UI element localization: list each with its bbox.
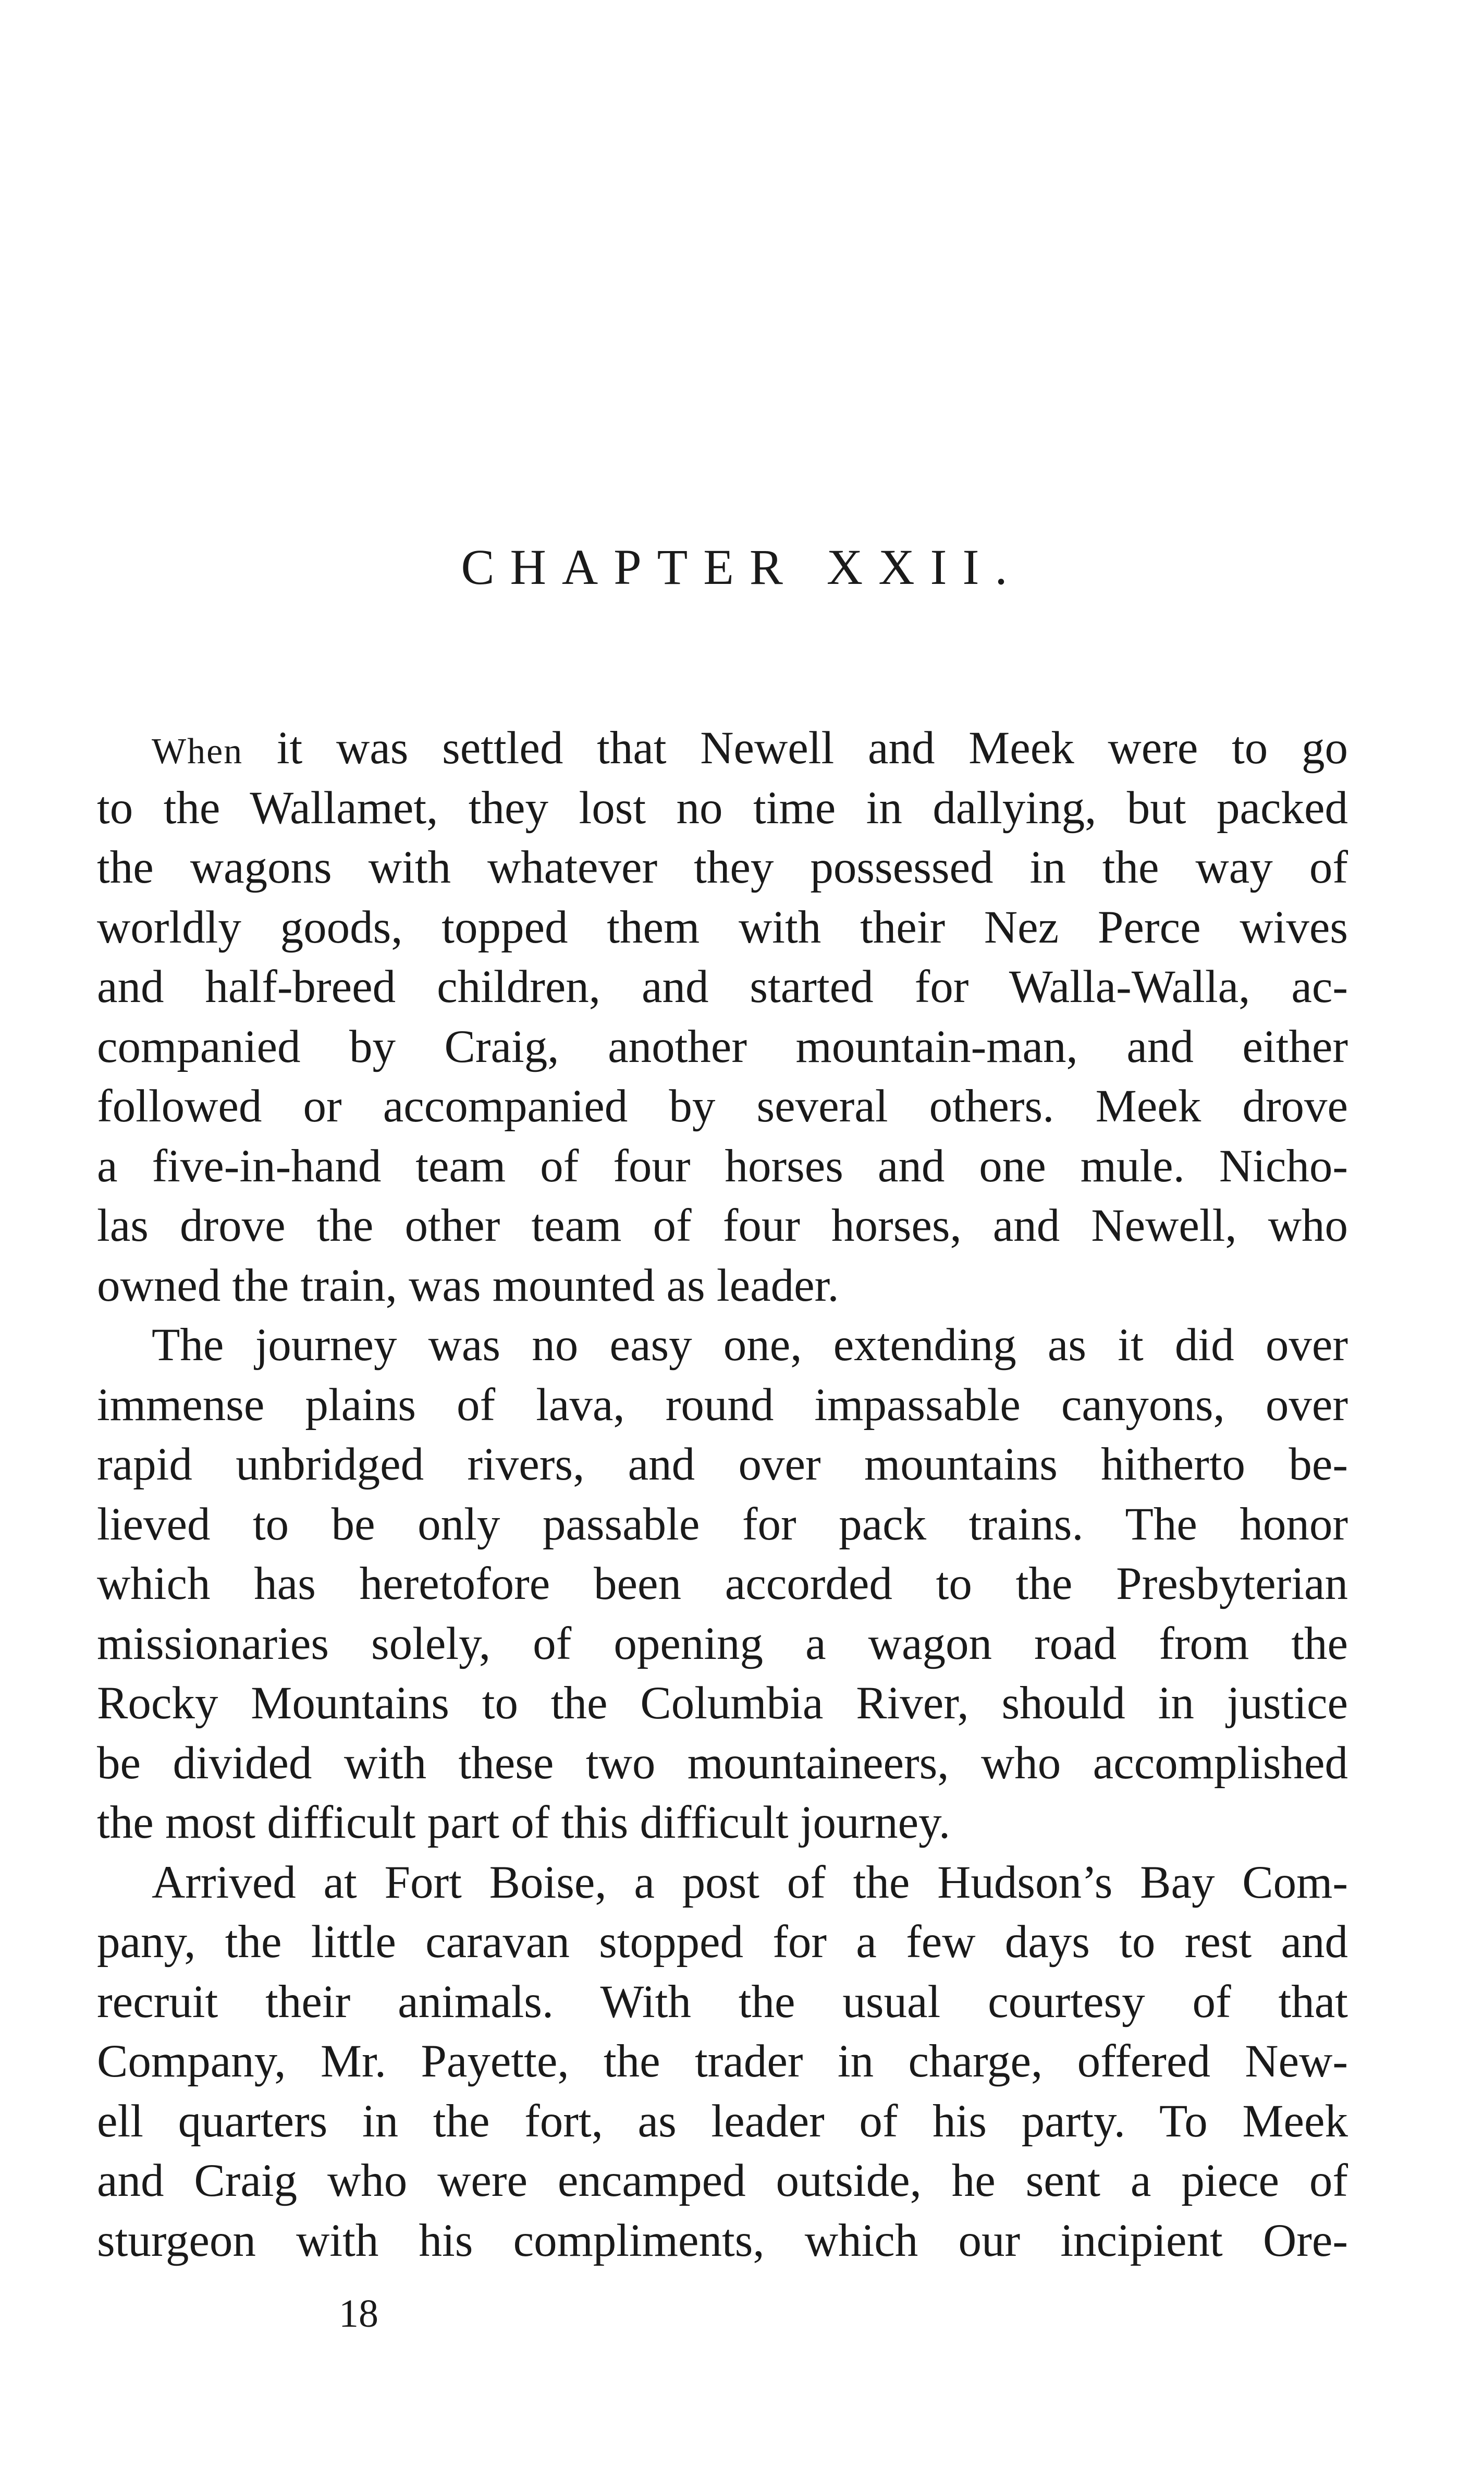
chapter-heading: CHAPTER XXII. — [461, 539, 1023, 595]
paragraph-line: missionaries solely, of opening a wagon road from the — [97, 1618, 1348, 1669]
paragraph-line: and Craig who were encamped outside, he sent a piece of — [97, 2155, 1348, 2206]
signature-mark: 18 — [339, 2292, 378, 2336]
paragraph-2 — [97, 1315, 1348, 1853]
body-text — [97, 718, 1348, 2270]
paragraph-line: recruit their animals. With the usual courtesy of that — [97, 1976, 1348, 2027]
paragraph-line: companied by Craig, another mountain-man, and either — [97, 1021, 1348, 1072]
paragraph-line: the most difficult part of this difficult journey. — [97, 1797, 951, 1848]
paragraph-line: Company, Mr. Payette, the trader in charge, offered New- — [97, 2036, 1348, 2087]
paragraph-line: The journey was no easy one, extending as it did over — [152, 1319, 1348, 1371]
paragraph-line: to the Wallamet, they lost no time in dallying, but packed — [97, 782, 1348, 834]
opening-smallcaps: When — [152, 731, 243, 772]
paragraph-line: owned the train, was mounted as leader. — [97, 1260, 839, 1311]
paragraph-3 — [97, 1853, 1348, 2271]
paragraph-1 — [97, 718, 1348, 1315]
paragraph-line: ell quarters in the fort, as leader of his party. To Meek — [97, 2095, 1348, 2147]
paragraph-line: a five-in-hand team of four horses and one mule. Nicho- — [97, 1140, 1348, 1192]
paragraph-line: immense plains of lava, round impassable canyons, over — [97, 1379, 1348, 1431]
paragraph-line — [97, 718, 1348, 778]
paragraph-line: sturgeon with his compliments, which our incipient Ore- — [97, 2215, 1348, 2266]
line-text: it was settled that Newell and Meek were to go — [243, 723, 1348, 774]
paragraph-line: the wagons with whatever they possessed in the way of — [97, 842, 1348, 893]
paragraph-line: rapid unbridged rivers, and over mountains hitherto be- — [97, 1439, 1348, 1490]
paragraph-line: Arrived at Fort Boise, a post of the Hudson’s Bay Com- — [152, 1856, 1348, 1908]
paragraph-line: worldly goods, topped them with their Nez Perce wives — [97, 901, 1348, 953]
paragraph-line: pany, the little caravan stopped for a few days to rest and — [97, 1916, 1348, 1968]
paragraph-line: lieved to be only passable for pack trains. The honor — [97, 1498, 1348, 1550]
paragraph-line: be divided with these two mountaineers, who accomplished — [97, 1737, 1348, 1789]
paragraph-line: which has heretofore been accorded to the Presbyterian — [97, 1558, 1348, 1609]
paragraph-line: and half-breed children, and started for Walla-Walla, ac- — [97, 961, 1348, 1012]
paragraph-line: Rocky Mountains to the Columbia River, should in justice — [97, 1678, 1348, 1729]
paragraph-line: las drove the other team of four horses, and Newell, who — [97, 1200, 1348, 1251]
paragraph-line: followed or accompanied by several others. Meek drove — [97, 1081, 1348, 1132]
